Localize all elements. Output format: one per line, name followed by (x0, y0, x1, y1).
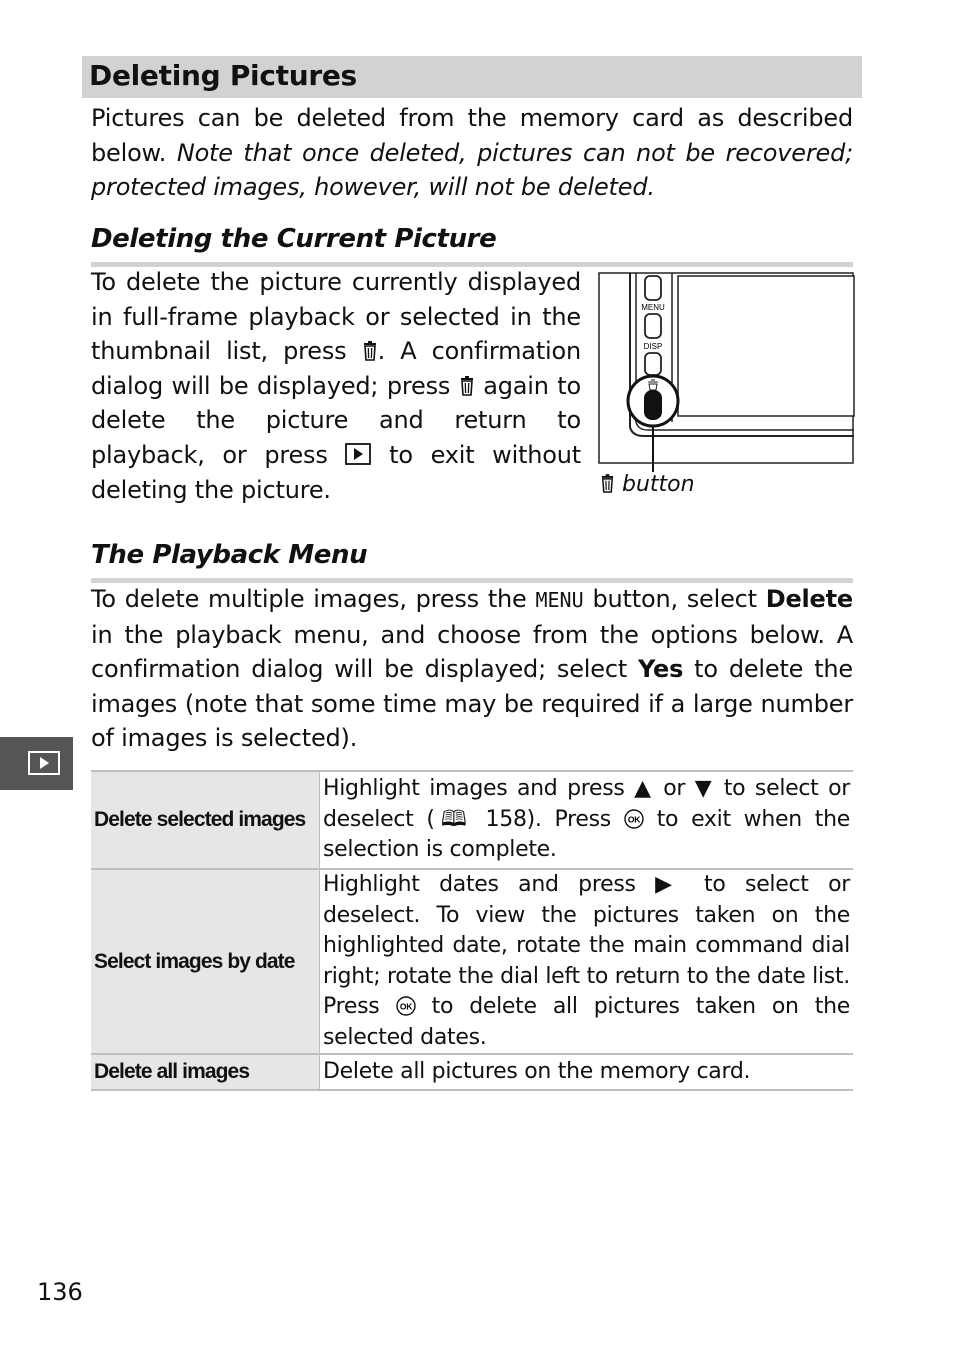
subheading-playback-menu: The Playback Menu (91, 540, 368, 570)
desc-text: 158). Press (472, 806, 624, 832)
playback-text-1: To delete multiple images, press the (91, 585, 536, 613)
table-row (91, 869, 853, 1054)
playback-paragraph (91, 582, 853, 756)
desc-text: Highlight images and press (323, 776, 635, 802)
disp-button-label: DISP (643, 342, 663, 351)
menu-button-word: MENU (535, 588, 584, 612)
current-text-1: To delete the picture currently displayed in full-frame playback or selected in the thumbnail list, press (91, 268, 581, 366)
ok-icon (624, 807, 644, 832)
intro-text: Pictures can be deleted from the memory card as described below. (91, 104, 853, 167)
down-arrow-icon: ▼ (694, 776, 715, 802)
intro-warning: Note that once deleted, pictures can not be recovered; protected images, however, will not be deleted. (91, 138, 853, 202)
desc-text: to select or deselect ( (323, 776, 850, 832)
caption-text: button (622, 472, 695, 497)
current-picture-paragraph (91, 265, 581, 507)
ok-icon-label: OK (627, 814, 640, 825)
current-text-2: . A confirmation dialog will be displayed; press (91, 337, 581, 400)
table-row (91, 771, 853, 869)
current-text-4: to exit without deleting the picture. (91, 440, 581, 504)
desc-text: to select or deselect. To view the pictures taken on the highlighted date, rotate the main command dial right; rotate the dial left to return to the date list. Press (323, 872, 850, 1019)
ok-icon (396, 994, 416, 1019)
trash-icon (362, 337, 378, 365)
option-name: Delete selected images (91, 771, 320, 869)
section-title: Deleting Pictures (89, 59, 357, 92)
playback-text-3: in the playback menu, and choose from the options below. A confirmation dialog will be displayed; select (91, 620, 853, 684)
playback-text-4: to delete the images (note that some time may be required if a large number of images is selected). (91, 655, 853, 753)
option-description (320, 771, 854, 869)
play-icon (345, 441, 371, 469)
delete-options-table (91, 770, 853, 1091)
up-arrow-icon: ▲ (634, 776, 654, 802)
desc-text: to delete all pictures taken on the selected dates. (323, 994, 851, 1050)
option-name: Delete all images (91, 1054, 320, 1090)
intro-paragraph (91, 101, 853, 205)
table-row (91, 1054, 853, 1090)
book-icon: 🕮 (434, 806, 473, 832)
subheading-current-picture: Deleting the Current Picture (91, 224, 497, 254)
illustration-caption (600, 472, 695, 497)
desc-text: or (653, 776, 695, 802)
trash-icon (600, 472, 615, 497)
play-icon (28, 751, 60, 775)
ok-icon-label: OK (399, 1001, 412, 1012)
desc-text: to exit when the selection is complete. (323, 806, 850, 863)
playback-text-2: button, select (583, 585, 766, 613)
trash-icon (459, 372, 475, 400)
menu-button-label: MENU (641, 303, 665, 312)
right-arrow-icon: ▶ (655, 872, 685, 897)
current-text-3: again to delete the picture and return to playback, or press (91, 371, 581, 469)
desc-text: Highlight dates and press (323, 872, 656, 897)
option-description: Delete all pictures on the memory card. (320, 1054, 854, 1090)
yes-option-word: Yes (638, 655, 684, 684)
delete-option-word: Delete (765, 585, 853, 613)
camera-back-illustration (598, 272, 856, 472)
option-name: Select images by date (91, 869, 320, 1054)
option-description (320, 869, 854, 1054)
page-number: 136 (37, 1278, 83, 1306)
